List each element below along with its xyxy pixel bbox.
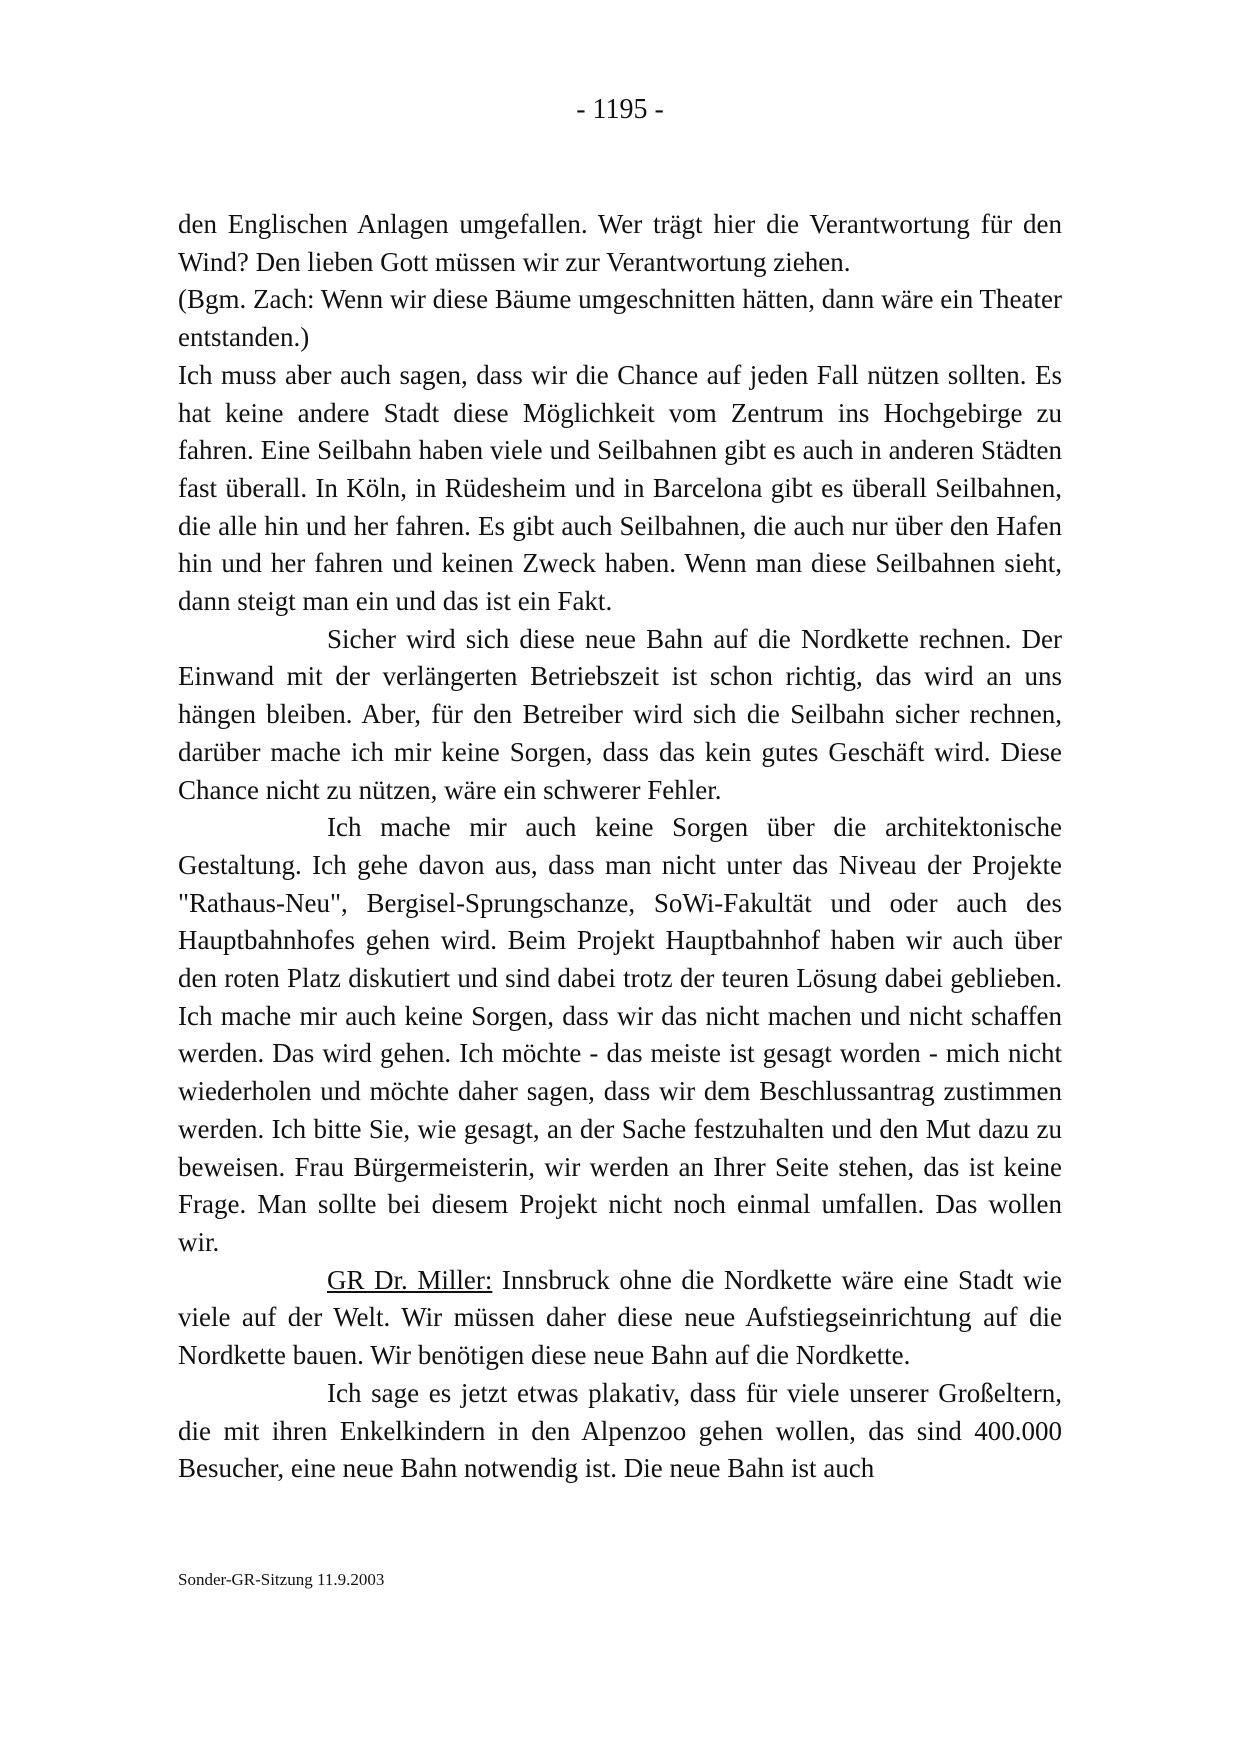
- page-number: - 1195 -: [576, 94, 664, 125]
- paragraph-speech: [178, 1262, 1062, 1375]
- document-body: [178, 206, 1062, 1488]
- paragraph-last: Ich sage es jetzt etwas plakativ, dass für viele unserer Großeltern, die mit ihren Enkelkindern in den Alpenzoo gehen wollen, das sind 400.000 Besucher, eine neue Bahn notwendig ist. Die neue Bahn ist auch: [178, 1377, 1062, 1484]
- paragraph-continuation: den Englischen Anlagen umgefallen. Wer trägt hier die Verantwortung für den Wind? Den lieben Gott müssen wir zur Verantwortung ziehen.: [178, 209, 1062, 277]
- speech-text: Innsbruck ohne die Nordkette wäre eine Stadt wie viele auf der Welt. Wir müssen daher diese neue Aufstiegseinrichtung auf die Nordkette bauen. Wir benötigen diese neue Bahn auf die Nordkette.: [178, 1264, 1062, 1371]
- paragraph-interjection: (Bgm. Zach: Wenn wir diese Bäume umgeschnitten hätten, dann wäre ein Theater entstanden.): [178, 284, 1062, 353]
- paragraph-architecture: Ich mache mir auch keine Sorgen über die architektonische Gestaltung. Ich gehe davon aus, dass man nicht unter das Niveau der Projekte "Rathaus-Neu", Bergisel-Sprungschanze, SoWi-Fakultät und oder auch des Hauptbahnhofes gehen wird. Beim Projekt Hauptbahnhof haben wir auch über den roten Platz diskutiert und sind dabei trotz der teuren Lösung dabei geblieben. Ich mache mir auch keine Sorgen, dass wir das nicht machen und nicht schaffen werden. Das wird gehen. Ich möchte - das meiste ist gesagt worden - mich nicht wiederholen und möchte daher sagen, dass wir dem Beschlussantrag zustimmen werden. Ich bitte Sie, wie gesagt, an der Sache festzuhalten und den Mut dazu zu beweisen. Frau Bürgermeisterin, wir werden an Ihrer Seite stehen, das ist keine Frage. Man sollte bei diesem Projekt nicht noch einmal umfallen. Das wollen wir.: [178, 812, 1062, 1257]
- footer-meeting-info: Sonder-GR-Sitzung 11.9.2003: [178, 1570, 385, 1589]
- paragraph-cable-cars: Ich muss aber auch sagen, dass wir die Chance auf jeden Fall nützen sollten. Es hat keine andere Stadt diese Möglichkeit vom Zentrum ins Hochgebirge zu fahren. Eine Seilbahn haben viele und Seilbahnen gibt es auch in anderen Städten fast überall. In Köln, in Rüdesheim und in Barcelona gibt es überall Seilbahnen, die alle hin und her fahren. Es gibt auch Seilbahnen, die auch nur über den Hafen hin und her fahren und keinen Zweck haben. Wenn man diese Seilbahnen sieht, dann steigt man ein und das ist ein Fakt.: [178, 359, 1062, 617]
- paragraph-profitability: Sicher wird sich diese neue Bahn auf die Nordkette rechnen. Der Einwand mit der verlängerten Betriebszeit ist schon richtig, das wird an uns hängen bleiben. Aber, für den Betreiber wird sich die Seilbahn sicher rechnen, darüber mache ich mir keine Sorgen, dass das kein gutes Geschäft wird. Diese Chance nicht zu nützen, wäre ein schwerer Fehler.: [178, 623, 1062, 805]
- speaker-name: GR Dr. Miller:: [327, 1264, 493, 1295]
